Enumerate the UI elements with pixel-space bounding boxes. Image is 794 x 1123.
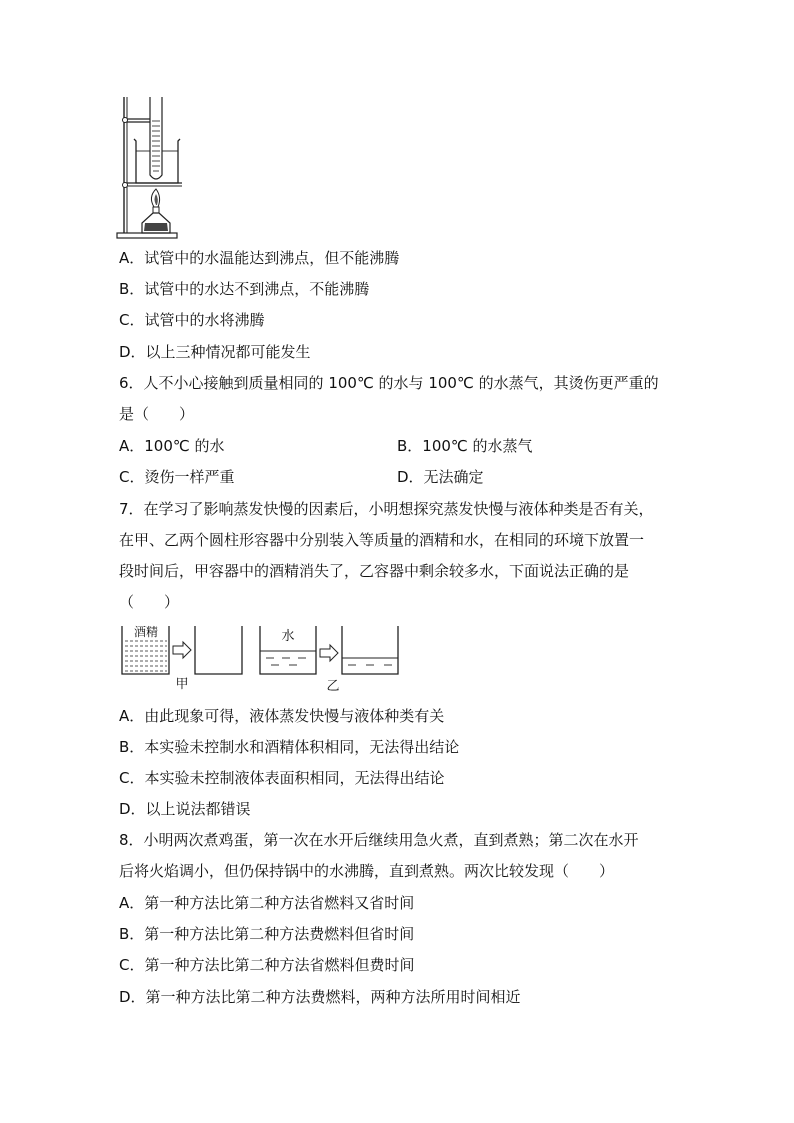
q5-option-a: A．试管中的水温能达到沸点，但不能沸腾 <box>119 249 400 267</box>
q6-option-b: B．100℃ 的水蒸气 <box>397 437 533 455</box>
alcohol-label: 酒精 <box>133 625 159 639</box>
q7-option-d: D．以上说法都错误 <box>119 800 251 818</box>
q8-stem-line2: 后将火焰调小，但仍保持锅中的水沸腾，直到煮熟。两次比较发现（ ） <box>119 862 615 880</box>
q8-option-a: A．第一种方法比第二种方法省燃料又省时间 <box>119 894 415 912</box>
q5-option-d: D．以上三种情况都可能发生 <box>119 343 311 361</box>
q5-option-b: B．试管中的水达不到沸点，不能沸腾 <box>119 280 370 298</box>
q6-option-a: A．100℃ 的水 <box>119 437 225 455</box>
q7-stem-line4: （ ） <box>119 593 180 611</box>
boiling-apparatus-figure <box>112 95 202 243</box>
yi-label: 乙 <box>326 679 340 692</box>
q6-option-c: C．烫伤一样严重 <box>119 468 235 486</box>
water-label: 水 <box>281 629 295 644</box>
q6-stem-line2: 是（ ） <box>119 405 195 423</box>
evaporation-figure <box>119 622 404 692</box>
q7-stem-line3: 段时间后，甲容器中的酒精消失了，乙容器中剩余较多水，下面说法正确的是 <box>119 562 630 580</box>
q7-option-b: B．本实验未控制水和酒精体积相同，无法得出结论 <box>119 738 460 756</box>
q7-option-a: A．由此现象可得，液体蒸发快慢与液体种类有关 <box>119 707 445 725</box>
q7-option-c: C．本实验未控制液体表面积相同，无法得出结论 <box>119 769 445 787</box>
q5-option-c: C．试管中的水将沸腾 <box>119 311 265 329</box>
q8-option-b: B．第一种方法比第二种方法费燃料但省时间 <box>119 925 415 943</box>
q7-stem-line2: 在甲、乙两个圆柱形容器中分别装入等质量的酒精和水，在相同的环境下放置一 <box>119 531 645 549</box>
q8-option-c: C．第一种方法比第二种方法省燃料但费时间 <box>119 956 415 974</box>
jia-label: 甲 <box>175 677 189 692</box>
q6-option-d: D．无法确定 <box>397 468 484 486</box>
q8-option-d: D．第一种方法比第二种方法费燃料，两种方法所用时间相近 <box>119 988 521 1006</box>
q6-stem-line1: 6．人不小心接触到质量相同的 100℃ 的水与 100℃ 的水蒸气，其烫伤更严重的 <box>119 374 659 392</box>
q8-stem-line1: 8．小明两次煮鸡蛋，第一次在水开后继续用急火煮，直到煮熟；第二次在水开 <box>119 831 639 849</box>
q7-stem-line1: 7．在学习了影响蒸发快慢的因素后，小明想探究蒸发快慢与液体种类是否有关， <box>119 500 654 518</box>
